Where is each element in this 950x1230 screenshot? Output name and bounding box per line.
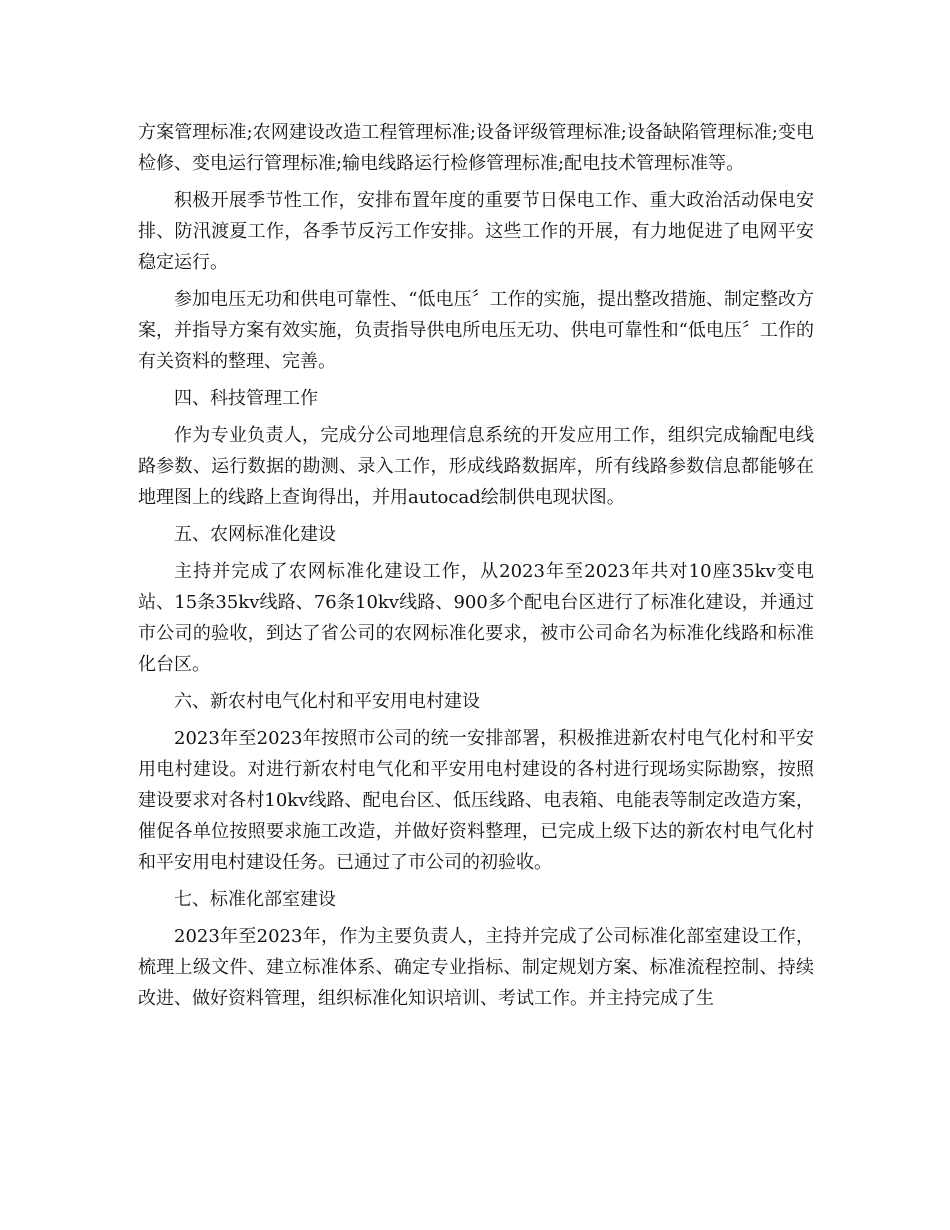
section-heading-department-standardization: 七、标准化部室建设: [174, 889, 336, 910]
document-body: [138, 117, 814, 1020]
paragraph-gis-system: 作为专业负责人，完成分公司地理信息系统的开发应用工作，组织完成输配电线路参数、运行数据的勘测、录入工作，形成线路数据库，所有线路参数信息都能够在地理图上的线路上查询得出，并用autocad绘制供电现状图。: [138, 425, 814, 508]
paragraph-low-voltage-work: 参加电压无功和供电可靠性、“低电压〞工作的实施，提出整改措施、制定整改方案，并指导方案有效实施，负责指导供电所电压无功、供电可靠性和“低电压〞工作的有关资料的整理、完善。: [138, 289, 814, 372]
section-heading-rural-grid-standardization: 五、农网标准化建设: [174, 524, 336, 545]
paragraph-standards-list: 方案管理标准;农网建设改造工程管理标准;设备评级管理标准;设备缺陷管理标准;变电检修、变电运行管理标准;输电线路运行检修管理标准;配电技术管理标准等。: [138, 122, 814, 174]
paragraph-seasonal-work: 积极开展季节性工作，安排布置年度的重要节日保电工作、重大政治活动保电安排、防汛渡夏工作，各季节反污工作安排。这些工作的开展，有力地促进了电网平安稳定运行。: [138, 190, 814, 273]
paragraph-new-rural-electrification: 2023年至2023年按照市公司的统一安排部署，积极推进新农村电气化村和平安用电村建设。对进行新农村电气化和平安用电村建设的各村进行现场实际勘察，按照建设要求对各村10kv线路、配电台区、低压线路、电表箱、电能表等制定改造方案，催促各单位按照要求施工改造，并做好资料整理，已完成上级下达的新农村电气化村和平安用电村建设任务。已通过了市公司的初验收。: [138, 728, 814, 873]
paragraph-rural-grid-standardization: 主持并完成了农网标准化建设工作，从2023年至2023年共对10座35kv变电站、15条35kv线路、76条10kv线路、900多个配电台区进行了标准化建设，并通过市公司的验收，到达了省公司的农网标准化要求，被市公司命名为标准化线路和标准化台区。: [138, 561, 814, 675]
section-heading-tech-management: 四、科技管理工作: [174, 388, 318, 409]
section-heading-new-rural-electrification: 六、新农村电气化村和平安用电村建设: [174, 691, 480, 712]
paragraph-department-standardization: 2023年至2023年，作为主要负责人，主持并完成了公司标准化部室建设工作，梳理上级文件、建立标准体系、确定专业指标、制定规划方案、标准流程控制、持续改进、做好资料管理，组织标准化知识培训、考试工作。并主持完成了生: [138, 926, 814, 1009]
